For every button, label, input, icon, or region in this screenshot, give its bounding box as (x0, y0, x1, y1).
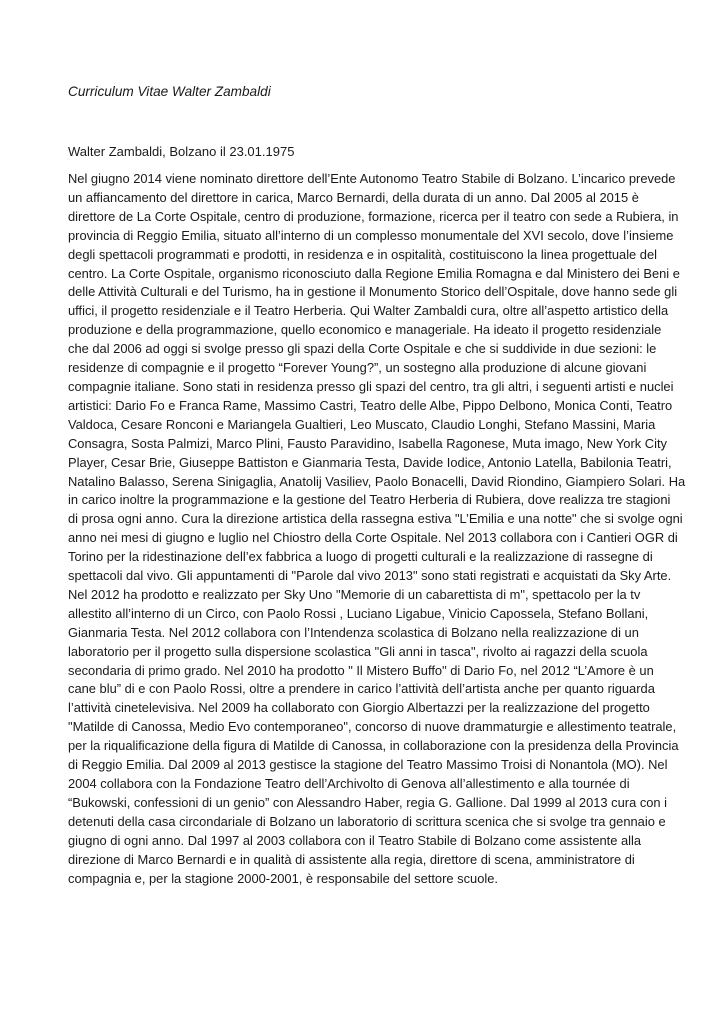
biography-line: produzione e della programmazione, quello economico e manageriale. Ha ideato il progetto residenziale (68, 322, 662, 338)
biography-line: provincia di Reggio Emilia, situato all’interno di un complesso monumentale del XVI secolo, dove l’insieme (68, 227, 674, 243)
biography-line: un affiancamento del direttore in carica, Marco Bernardi, della durata di un anno. Dal 2005 al 2015 è (68, 189, 639, 205)
biography-line: di Reggio Emilia. Dal 2009 al 2013 gestisce la stagione del Teatro Massimo Troisi di Nonantola (MO). Nel (68, 757, 668, 773)
biography-line: uffici, il progetto residenziale e il Teatro Herberia. Qui Walter Zambaldi cura, oltre all’aspetto artistico della (68, 303, 669, 319)
biography-line: per la riqualificazione della figura di Matilde di Canossa, in collaborazione con la presidenza della Provincia (68, 738, 679, 754)
biography-line: di prosa ogni anno. Cura la direzione artistica della rassegna estiva "L’Emilia e una notte" che si svolge ogni (68, 511, 683, 527)
biography-line: in carico inoltre la programmazione e la gestione del Teatro Herberia di Rubiera, dove realizza tre stagioni (68, 492, 671, 508)
biography-line: "Matilde di Canossa, Medio Evo contemporaneo", concorso di nuove drammaturgie e allestimento teatrale, (68, 719, 677, 735)
biography-line: artistici: Dario Fo e Franca Rame, Massimo Castri, Teatro delle Albe, Pippo Delbono, Monica Conti, Teatro (68, 397, 673, 413)
biography-line: centro. La Corte Ospitale, organismo riconosciuto dalla Regione Emilia Romagna e dal Ministero dei Beni e (68, 265, 680, 281)
biography-line: detenuti della casa circondariale di Bolzano un laboratorio di scrittura scenica che si svolge tra gennaio e (68, 813, 666, 829)
biography-line: che dal 2006 ad oggi si svolge presso gli spazi della Corte Ospitale e che si suddivide in due sezioni: le (68, 341, 657, 357)
biography-line: Torino per la ridestinazione dell’ex fabbrica a luogo di progetti culturali e la realizzazione di rassegne di (68, 549, 653, 565)
biography-line: 2004 collabora con la Fondazione Teatro dell’Archivolto di Genova all’allestimento e alla tournée di (68, 776, 630, 791)
author-birth-line: Walter Zambaldi, Bolzano il 23.01.1975 (68, 144, 295, 159)
biography-paragraph (68, 170, 686, 888)
biography-line: cane blu” di e con Paolo Rossi, oltre a prendere in carico l’attività dell’artista anche per quanto riguarda (68, 681, 655, 697)
biography-line: delle Attività Culturali e del Turismo, ha in gestione il Monumento Storico dell’Ospitale, dove hanno sede gli (68, 284, 678, 300)
biography-line: Natalino Balasso, Serena Sinigaglia, Anatolij Vasiliev, Paolo Bonacelli, David Riondino, Giampiero Solari. Ha (68, 473, 686, 489)
biography-line: Nel giugno 2014 viene nominato direttore dell’Ente Autonomo Teatro Stabile di Bolzano. L’incarico prevede (68, 171, 676, 186)
biography-line: Player, Cesar Brie, Giuseppe Battiston e Gianmaria Testa, Davide Iodice, Antonio Latella, Babilonia Teatri, (68, 454, 672, 470)
biography-line: “Bukowski, confessioni di un genio” con Alessandro Haber, regia G. Gallione. Dal 1999 al 2013 cura con i (68, 794, 668, 810)
biography-line: secondaria di primo grado. Nel 2010 ha prodotto " Il Mistero Buffo" di Dario Fo, nel 2012 “L’Amore è un (68, 662, 654, 678)
biography-line: anno nei mesi di giugno e luglio nel Chiostro della Corte Ospitale. Nel 2013 collabora con i Cantieri OGR di (68, 530, 678, 546)
biography-line: Consagra, Sosta Palmizi, Marco Plini, Fausto Paravidino, Isabella Ragonese, Muta imago, New York City (68, 435, 667, 451)
biography-line: giugno di ogni anno. Dal 1997 al 2003 collabora con il Teatro Stabile di Bolzano come assistente alla (68, 832, 642, 848)
biography-line: residenze di compagnie e il progetto “Forever Young?”, un sostegno alla produzione di alcune giovani (68, 360, 647, 376)
biography-line: degli spettacoli programmati e prodotti, in residenza e in ospitalità, costituiscono la linea progettuale del (68, 246, 658, 262)
biography-line: spettacoli dal vivo. Gli appuntamenti di "Parole dal vivo 2013" sono stati registrati e acquistati da Sky Arte. (68, 568, 672, 584)
biography-line: Nel 2012 ha prodotto e realizzato per Sky Uno "Memorie di un cabarettista di m", spettacolo per la tv (68, 586, 641, 602)
biography-line: direttore de La Corte Ospitale, centro di produzione, formazione, ricerca per il teatro con sede a Rubiera, in (68, 208, 679, 224)
biography-line: Gianmaria Testa. Nel 2012 collabora con l’Intendenza scolastica di Bolzano nella realizzazione di un (68, 624, 639, 640)
biography-line: allestito all’interno di un Circo, con Paolo Rossi , Luciano Ligabue, Vinicio Capossela, Stefano Bollani, (68, 605, 649, 621)
biography-line: compagnia e, per la stagione 2000-2001, è responsabile del settore scuole. (68, 870, 498, 886)
document-title: Curriculum Vitae Walter Zambaldi (68, 84, 271, 99)
biography-line: compagnie italiane. Sono stati in residenza presso gli spazi del centro, tra gli altri, i seguenti artisti e nuclei (68, 378, 674, 394)
biography-line: l’attività cinetelevisiva. Nel 2009 ha collaborato con Giorgio Albertazzi per la realizzazione del progetto (68, 700, 650, 716)
biography-line: Valdoca, Cesare Ronconi e Mariangela Gualtieri, Leo Muscato, Claudio Longhi, Stefano Massini, Maria (68, 416, 656, 432)
biography-line: laboratorio per il progetto sulla dispersione scolastica "Gli anni in tasca", rivolto ai ragazzi della scuola (68, 643, 648, 659)
biography-line: direzione di Marco Bernardi e in qualità di assistente alla regia, direttore di scena, amministratore di (68, 851, 635, 867)
